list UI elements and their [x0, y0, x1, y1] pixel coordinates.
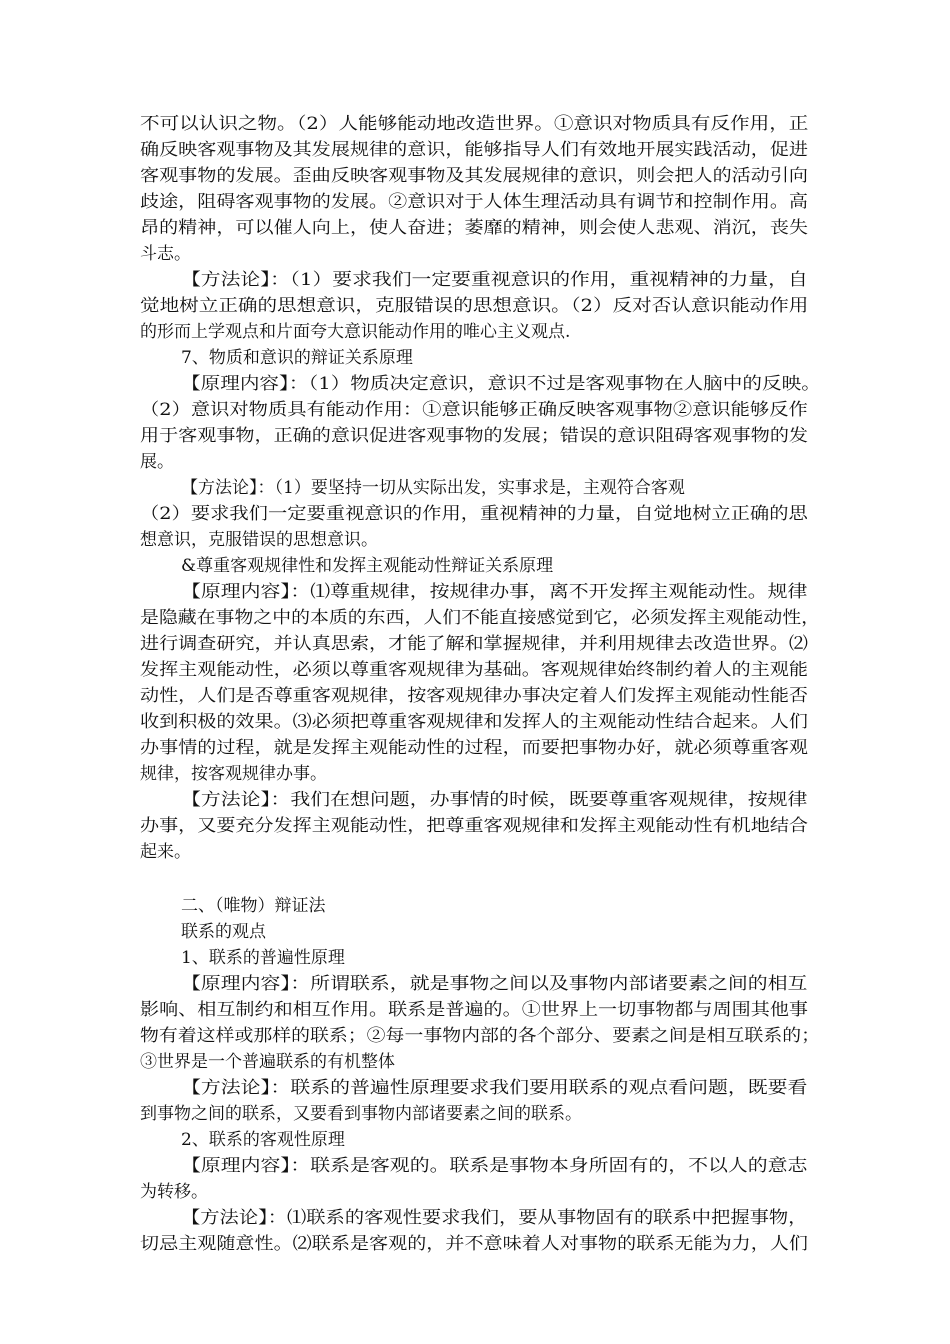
text-line: （2）要求我们一定要重视意识的作用，重视精神的力量，自觉地树立正确的思: [140, 504, 808, 524]
method-heading-line: 【方法论】：⑴联系的客观性要求我们，要从事物固有的联系中把握事物，: [181, 1208, 808, 1228]
text-line: 用于客观事物，正确的意识促进客观事物的发展；错误的意识阻碍客观事物的发: [140, 426, 809, 446]
text-line: 确反映客观事物及其发展规律的意识，能够指导人们有效地开展实践活动，促进: [140, 140, 809, 160]
text-line: 进行调查研究，并认真思索，才能了解和掌握规律，并利用规律去改造世界。⑵: [140, 634, 809, 654]
text-line: 觉地树立正确的思想意识，克服错误的思想意识。（2）反对否认意识能动作用: [140, 296, 809, 316]
text-line: 规律，按客观规律办事。: [140, 764, 327, 784]
method-heading-line: 【方法论】：（1）要求我们一定要重视意识的作用，重视精神的力量，自: [181, 270, 808, 290]
text-line: 不可以认识之物。（2）人能够能动地改造世界。①意识对物质具有反作用，正: [140, 114, 809, 134]
text-line: 收到积极的效果。⑶必须把尊重客观规律和发挥人的主观能动性结合起来。人们: [140, 712, 809, 732]
text-line: 办事情的过程，就是发挥主观能动性的过程，而要把事物办好，就必须尊重客观: [140, 738, 809, 758]
text-line: 切忌主观随意性。⑵联系是客观的，并不意味着人对事物的联系无能为力，人们: [140, 1234, 809, 1254]
chapter-heading: 二、（唯物）辩证法: [181, 896, 326, 916]
text-line: 昂的精神，可以催人向上，使人奋进；萎靡的精神，则会使人悲观、消沉，丧失: [140, 218, 809, 238]
principle-heading-line: 【原理内容】：⑴尊重规律，按规律办事，离不开发挥主观能动性。规律: [181, 582, 808, 602]
text-line: 为转移。: [140, 1182, 208, 1202]
section-title: 2、联系的客观性原理: [181, 1130, 345, 1150]
text-line: ③世界是一个普遍联系的有机整体: [140, 1052, 395, 1072]
text-line: 办事，又要充分发挥主观能动性，把尊重客观规律和发挥主观能动性有机地结合: [140, 816, 809, 836]
text-line: （2）意识对物质具有能动作用：①意识能够正确反映客观事物②意识能够反作: [140, 400, 808, 420]
subsection-heading: 联系的观点: [181, 922, 266, 942]
text-line: 影响、相互制约和相互作用。联系是普遍的。①世界上一切事物都与周围其他事: [140, 1000, 809, 1020]
text-line: 物有着这样或那样的联系；②每一事物内部的各个部分、要素之间是相互联系的；: [140, 1026, 820, 1046]
method-heading-line: 【方法论】：我们在想问题，办事情的时候，既要尊重客观规律，按规律: [181, 790, 808, 810]
text-line: 动性，人们是否尊重客观规律，按客观规律办事决定着人们发挥主观能动性能否: [140, 686, 809, 706]
text-line: 是隐藏在事物之中的本质的东西，人们不能直接感觉到它，必须发挥主观能动性，: [140, 608, 820, 628]
principle-heading-line: 【原理内容】：（1）物质决定意识，意识不过是客观事物在人脑中的反映。: [181, 374, 821, 394]
text-line: 发挥主观能动性，必须以尊重客观规律为基础。客观规律始终制约着人的主观能: [140, 660, 809, 680]
text-line: 到事物之间的联系，又要看到事物内部诸要素之间的联系。: [140, 1104, 582, 1124]
text-line: 展。: [140, 452, 174, 472]
method-heading-line: 【方法论】：（1）要坚持一切从实际出发，实事求是，主观符合客观: [181, 478, 685, 498]
text-line: 歧途，阻碍客观事物的发展。②意识对于人体生理活动具有调节和控制作用。高: [140, 192, 809, 212]
section-title: 7、物质和意识的辩证关系原理: [181, 348, 413, 368]
text-line: 的形而上学观点和片面夸大意识能动作用的唯心主义观点.: [140, 322, 571, 342]
principle-heading-line: 【原理内容】：所谓联系，就是事物之间以及事物内部诸要素之间的相互: [181, 974, 808, 994]
principle-heading-line: 【原理内容】：联系是客观的。联系是事物本身所固有的，不以人的意志: [181, 1156, 808, 1176]
method-heading-line: 【方法论】：联系的普遍性原理要求我们要用联系的观点看问题，既要看: [181, 1078, 808, 1098]
text-line: 想意识，克服错误的思想意识。: [140, 530, 378, 550]
section-title: &尊重客观规律性和发挥主观能动性辩证关系原理: [181, 556, 554, 576]
text-line: 客观事物的发展。歪曲反映客观事物及其发展规律的意识，则会把人的活动引向: [140, 166, 809, 186]
section-title: 1、联系的普遍性原理: [181, 948, 345, 968]
text-line: 起来。: [140, 842, 191, 862]
text-line: 斗志。: [140, 244, 191, 264]
